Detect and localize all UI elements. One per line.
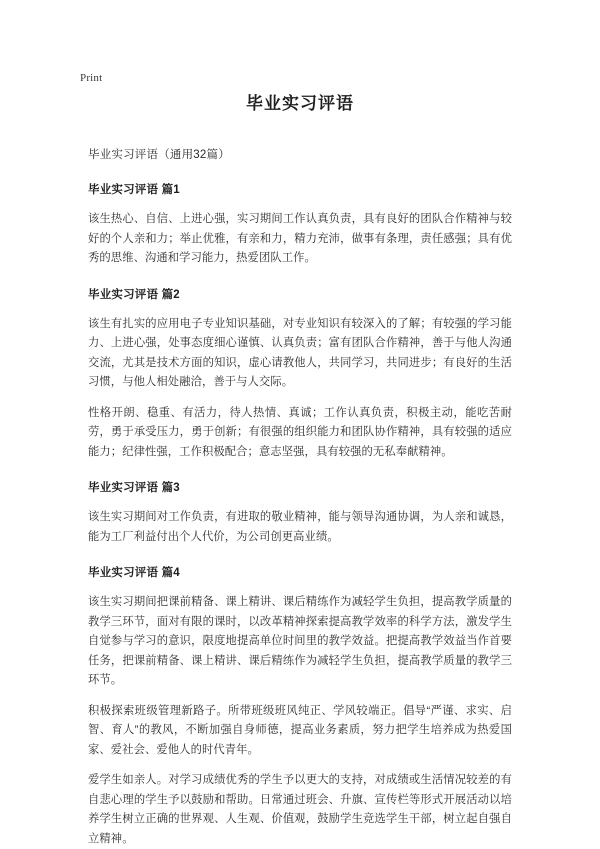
section-paragraph: 积极探索班级管理新路子。所带班级班风纯正、学风较端正。倡导“严谨、求实、启智、育人”的教风，不断加强自身师德，提高业务素质，努力把学生培养成为热爱国家、爱社会、爱他人的时代青年。 <box>88 704 512 756</box>
section-heading: 毕业实习评语 篇2 <box>88 288 180 301</box>
print-link[interactable]: Print <box>80 72 103 84</box>
section-paragraph: 该生热心、自信、上进心强，实习期间工作认真负责，具有良好的团队合作精神与较好的个人亲和力；举止优雅，有亲和力，精力充沛，做事有条理，责任感强；具有优秀的思维、沟通和学习能力，热爱团队工作。 <box>88 213 512 264</box>
section-paragraph: 该生有扎实的应用电子专业知识基础，对专业知识有较深入的了解；有较强的学习能力、上进心强，处事态度细心谨慎、认真负责；富有团队合作精神，善于与他人沟通交流，尤其是技术方面的知识，虚心请教他人，共同学习，共同进步；有良好的生活习惯，与他人相处融洽，善于与人交际。 <box>88 317 512 388</box>
section-paragraph: 爱学生如亲人。对学习成绩优秀的学生予以更大的支持，对成绩或生活情况较差的有自悲心理的学生予以鼓励和帮助。日常通过班会、升旗、宣传栏等形式开展活动以培养学生树立正确的世界观、人生观、价值观，鼓励学生竞选学生干部，树立起自强自立精神。 <box>88 774 512 845</box>
section-paragraph: 性格开朗、稳重、有活力，待人热情、真诚；工作认真负责，积极主动，能吃苦耐劳，勇于承受压力，勇于创新；有很强的组织能力和团队协作精神，具有较强的适应能力；纪律性强，工作积极配合；意志坚强，具有较强的无私奉献精神。 <box>88 406 512 458</box>
section-paragraph: 该生实习期间对工作负责，有进取的敬业精神，能与领导沟通协调，为人亲和诚恳，能为工厂利益付出个人代价，为公司创更高业绩。 <box>88 511 512 543</box>
document-section <box>88 565 512 849</box>
document-section <box>88 182 512 269</box>
section-heading: 毕业实习评语 篇3 <box>88 482 180 494</box>
print-toolbar <box>80 70 102 84</box>
document-section <box>88 480 512 547</box>
document-section <box>88 287 512 463</box>
section-heading: 毕业实习评语 篇4 <box>88 567 180 579</box>
sections-container <box>88 182 512 849</box>
section-paragraph: 该生实习期间把课前精备、课上精讲、课后精练作为减轻学生负担，提高教学质量的教学三环节，面对有限的课时，以改革精神探索提高教学效率的科学方法，激发学生自觉参与学习的意识，限度地提高单位时间里的教学效益。把提高教学效益当作首要任务，把课前精备、课上精讲、课后精练作为减轻学生负担，提高教学质量的教学三环节。 <box>88 596 512 686</box>
section-heading: 毕业实习评语 篇1 <box>88 184 180 196</box>
page-title: 毕业实习评语 <box>246 94 354 113</box>
document-subtitle: 毕业实习评语（通用32篇） <box>88 149 230 161</box>
document-content <box>88 92 512 849</box>
